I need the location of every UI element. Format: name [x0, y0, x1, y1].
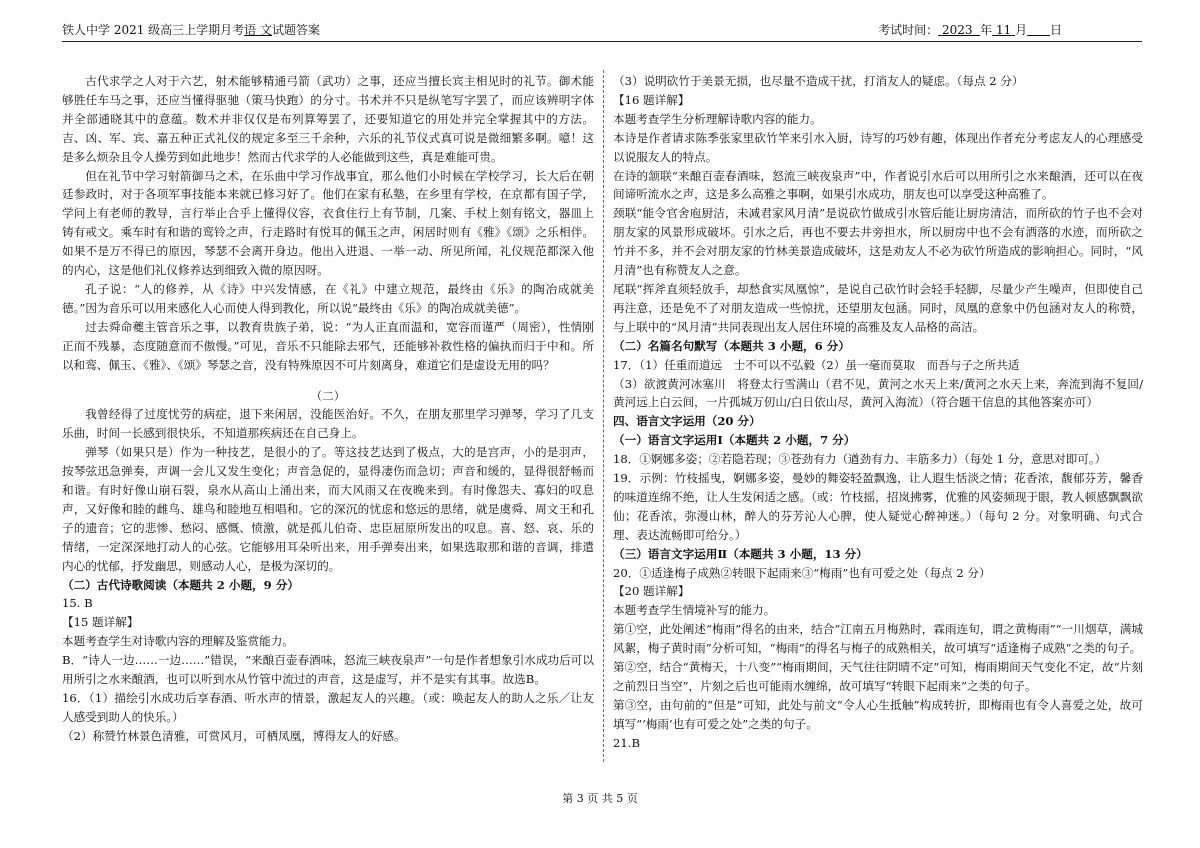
- paragraph: 孔子说：“人的修养，从《诗》中兴发情感，在《礼》中建立规范，最终由《乐》的陶冶成就美德。”因为音乐可以用来感化人心而使人得到教化，所以说“最终由《乐》的陶冶成就美德”。: [62, 281, 594, 315]
- left-column: [62, 72, 594, 746]
- header-year: 2023: [941, 23, 973, 37]
- paragraph: （3）说明砍竹于美景无损，也尽量不造成干扰，打消友人的疑虑。（每点 2 分）: [613, 74, 1024, 88]
- paragraph: 本题考查学生分析理解诗歌内容的能力。: [613, 111, 822, 126]
- column-divider: [603, 70, 604, 762]
- paragraph: 第③空，由句前的“但是”可知，此处与前文“令人心生抵触”构成转折，即梅雨也有令人喜爱之处，故可填写“‘梅雨’也有可爱之处”之类的句子。: [613, 697, 1143, 731]
- section-heading: （二）名篇名句默写（本题共 3 小题，6 分）: [613, 338, 850, 353]
- section-heading: （一）语言文字运用Ⅰ（本题共 2 小题，7 分）: [613, 433, 856, 448]
- header-month-unit: 月: [1015, 23, 1028, 37]
- paragraph: （2）称赞竹林景色清雅，可赏风月，可栖凤凰，博得友人的好感。: [62, 728, 406, 743]
- header-year-unit: 年: [980, 23, 993, 37]
- paragraph: 我曾经得了过度忧劳的病症，退下来闲居，没能医治好。不久，在朋友那里学习弹琴，学习了几支乐曲，时间一长感到很快乐，不知道那疾病还在自己身上。: [62, 407, 594, 441]
- explanation-heading: 【15 题详解】: [62, 615, 139, 630]
- header-day-unit: 日: [1049, 23, 1062, 37]
- paragraph: 过去舜命夔主管音乐之事，以教育贵族子弟，说：“为人正直而温和，宽容而谨严（周密），性情刚正而不残暴，态度随意而不傲慢。”可见，音乐不只能除去邪气，还能够补救性格的偏执而归于中和。所以和鸾、佩玉、《雅》、《颂》琴瑟之音，没有特殊原因不可片刻离身，难道它们是虚设无用的吗？: [62, 319, 594, 372]
- answer-line: 20．①适逢梅子成熟②转眼下起雨来③“梅雨”也有可爱之处（每点 2 分）: [613, 565, 991, 580]
- header-month: 11: [995, 23, 1012, 37]
- section-heading: 四、语言文字运用（20 分）: [613, 414, 761, 429]
- paragraph: 古代求学之人对于六艺，射术能够精通弓箭（武功）之事，还应当擅长宾主相见时的礼节。御术能够胜任车马之事，还应当懂得驱驰（策马快跑）的分寸。书术并不只是纵笔写字罢了，而应该辨明字体并全部通晓其中的意蕴。数术并非仅仅是布列算筹罢了，还要知道它的用处并完全掌握其中的方法。吉、凶、军、宾、嘉五种正式礼仪的规定多至三千余种，六乐的礼节仪式真可说是微细繁多啊。噫！这是多么烦杂且令人操劳到如此地步！然而古代求学的人必能做到这些，真是难能可贵。: [62, 74, 594, 164]
- header-rule: [62, 41, 1142, 42]
- header-school-exam: 铁人中学 2021 级高三上学期月考: [62, 23, 245, 37]
- page-header: [62, 20, 1142, 40]
- section-heading: （二）古代诗歌阅读（本题共 2 小题，9 分）: [62, 577, 299, 592]
- explanation-heading: 【20 题详解】: [613, 584, 690, 599]
- paragraph: 第②空，结合“黄梅天，十八变”“梅雨期间，天气往往阴晴不定”可知，梅雨期间天气变化不定，故“片刻之前烈日当空”，片刻之后也可能雨水缠绵，故可填写“转眼下起雨来”之类的句子。: [613, 660, 1143, 693]
- right-column: [613, 72, 1143, 753]
- header-exam-title: [62, 20, 320, 40]
- answer-line: 17．（1）任重而道远 士不可以不弘毅（2）虽一毫而莫取 而吾与子之所共适: [613, 357, 1020, 372]
- paragraph: 本诗是作者请求陈季张家里砍竹竿来引水入厨，诗写的巧妙有趣，体现出作者充分考虑友人的心理感受以说服友人的特点。: [613, 130, 1143, 164]
- paragraph: 颈联“能令官舍庖厨洁，未减君家风月清”是说砍竹做成引水管后能让厨房清洁，而所砍的竹子也不会对朋友家的风景形成破坏。引水之后，再也不要去井旁担水，所以厨房中也不会有洒落的水迹，而所砍之竹并不多，并不会对朋友家的竹林美景造成破坏，这是劝友人不必为砍竹所造成的影响担心。同时，“风月清”也有称赞友人之意。: [613, 206, 1143, 278]
- paragraph: B．“诗人一边……一边……”错误，“来酿百壶春酒味，怒流三峡夜泉声”一句是作者想象引水成功后可以用所引之水来酿酒，也可以听到水从竹管中流过的声音，这是虚写，并不是实有其事。故选B。: [62, 653, 594, 687]
- paragraph: 16．（1）描绘引水成功后享春酒、听水声的情景，激起友人的兴趣。（或：唤起友人的助人之乐／让友人感受到助人的快乐。）: [62, 691, 594, 724]
- header-time-label: 考试时间：: [878, 23, 939, 37]
- paragraph: 尾联“挥斧直须轻放手，却愁食实凤凰惊”，是说自己砍竹时会轻手轻脚，尽量少产生噪声，但即使自己再注意，还是免不了对朋友造成一些惊扰，还望朋友包涵。同时，凤凰的意象中仍包涵对友人的称赞，与上联中的“风月清”共同表现出友人居住环境的高雅及友人品格的高洁。: [613, 281, 1143, 334]
- answer-line: 18．①婀娜多姿；②若隐若现；③苍劲有力（遒劲有力、丰筋多力）（每处 1 分，意思对即可。）: [613, 452, 1107, 467]
- answer-line: 19．示例：竹枝摇曳，婀娜多姿，曼妙的舞姿轻盈飘逸，让人遐生恬淡之情；花香浓，馥郁芬芳，馨香的味道连绵不绝，让人生发闲适之感。（或：竹枝摇，招岚拂雾，优雅的风姿频现于眼，教人顿感飘飘欲仙；花香浓，弥漫山林，醉人的芬芳沁人心脾，使人疑觉心醉神迷。）（每句 2 分。对象明确、句式合理、表达流畅即可给分。）: [613, 471, 1143, 542]
- header-exam-time: [878, 20, 1062, 40]
- page-number: 第 3 页 共 5 页: [562, 792, 638, 805]
- paragraph: 在诗的颔联“来酿百壶春酒味，怒流三峡夜泉声”中，作者说引水后可以用所引之水来酿酒，还可以在夜间谛听流水之声，这是多么高雅之事啊，如果引水成功，朋友也可以享受这种高雅了。: [613, 168, 1143, 202]
- paragraph: 弹琴（如果只是）作为一种技艺，是很小的了。等这技艺达到了极点，大的是宫声，小的是羽声，按琴弦迅急弹奏，声调一会儿又发生变化；声音急促的，显得凄伤而急切；声音和缓的，显得很舒畅而和谐。有时好像山崩石裂，泉水从高山上涌出来，而大风雨又在夜晚来到。有时像怨夫、寡妇的叹息声，又好像和睦的雌鸟、雄鸟和睦地互相唱和。它的深沉的忧虑和悠远的思绪，就是虞舜、周文王和孔子的遗音；它的悲惨、愁闷、感慨、愤激，就是孤儿伯奇、忠臣屈原所发出的叹息。喜、怒、哀、乐的情绪，一定深深地打动人的心弦。它能够用耳朵听出来，用手弹奏出来，如果选取那和谐的音调，排遣内心的忧郁，抒发幽思，则感动人心，是极为深切的。: [62, 445, 594, 573]
- paragraph: 本题考查学生情境补写的能力。: [613, 603, 776, 618]
- explanation-heading: 【16 题详解】: [613, 92, 690, 107]
- paragraph: 本题考查学生对诗歌内容的理解及鉴赏能力。: [62, 634, 294, 649]
- header-answer-key: 试题答案: [272, 23, 321, 37]
- answer-line: 21.B: [613, 735, 640, 750]
- answer-line: （3）欲渡黄河冰塞川 将登太行雪满山（君不见，黄河之水天上来/黄河之水天上来，奔流到海不复回/黄河远上白云间，一片孤城万仞山/白日依山尽，黄河入海流）（符合题干信息的其他答案亦可）: [613, 376, 1143, 410]
- paragraph: 但在礼节中学习射箭御马之术，在乐曲中学习作战事宜，那么他们小时候在学校学习，长大后在朝廷参政时，对于各项军事技能本来就已修习好了。他们在家有私塾，在乡里有学校，在京都有国子学，学问上有老师的教导，言行举止合乎上懂得仪容，衣食住行上有节制，几案、手杖上刻有铭文，器皿上铸有戒文。乘车时有和谐的鸾铃之声，行走路时有悦耳的佩玉之声，闲居时则有《雅》《颂》之乐相伴。如果不是万不得已的原因，琴瑟不会离开身边。他出入进退、一举一动、所见所闻，礼仪规范都深入他的内心，这是他们礼仪修养达到细致入微的原因呀。: [62, 168, 594, 278]
- paragraph: 第①空，此处阐述“梅雨”得名的由来，结合“江南五月梅熟时，霖雨连旬，谓之黄梅雨”“一川烟草，满城风絮，梅子黄时雨”分析可知，“梅雨”的得名与梅子的成熟相关，故可填写“适逢梅子成熟”之类的句子。: [613, 622, 1143, 656]
- header-day: [1027, 23, 1050, 37]
- section-marker: （二）: [310, 388, 346, 403]
- answer-line: 15. B: [62, 596, 93, 611]
- section-heading: （三）语言文字运用Ⅱ（本题共 3 小题，13 分）: [613, 546, 868, 561]
- header-subject: 语 文: [244, 23, 272, 37]
